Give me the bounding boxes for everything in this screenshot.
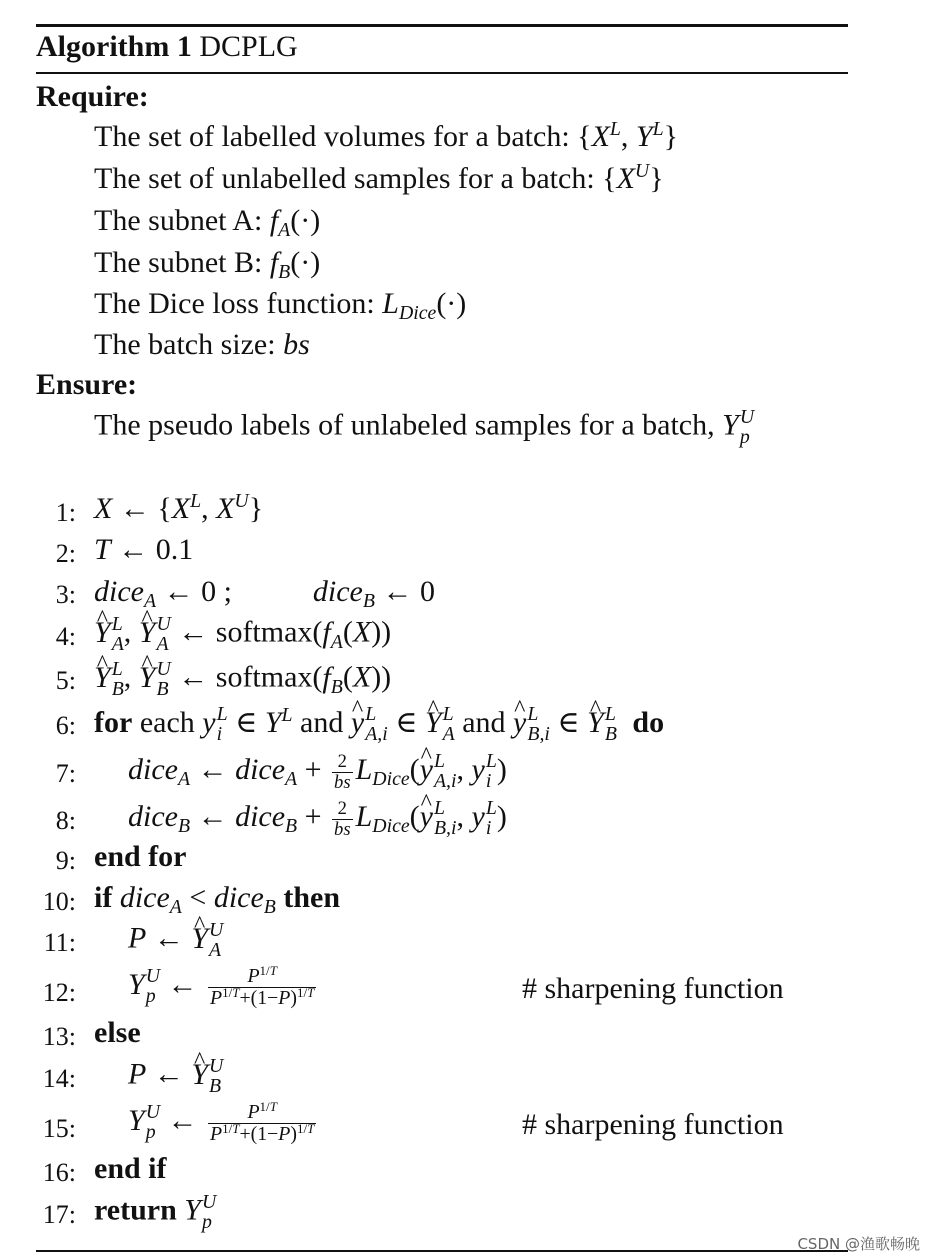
line-number: 1:	[55, 498, 76, 527]
sharpening-comment: # sharpening function	[522, 972, 784, 1005]
line-number: 10:	[42, 887, 76, 916]
algo-line-1: X ← {$X^L$, $X^U$}	[94, 490, 264, 525]
algo-line-7: dice$_A$ ← dice$_A$ + $\frac{2}{bs}$ $L_{Dice}(\^{}$ y L A,i , y L i )	[128, 752, 507, 792]
require-item-subnet-b: The subnet B: $f_B(\cdot)$	[94, 246, 321, 284]
line-number: 15:	[42, 1114, 76, 1143]
algo-line-8: dice$_B$ ← dice$_B$ + $\frac{2}{bs}$ $L_{Dice}(\^{}$ y L B,i , y L i )	[128, 799, 507, 839]
algo-line-5: ^ Y L B , ^ Y U B ← $softmax(f_B(X))$	[94, 660, 391, 700]
algo-line-13: else	[94, 1016, 141, 1049]
require-item-samples: The set of unlabelled samples for a batch: $\{X^U\}$	[94, 160, 664, 195]
algo-line-10: if dice$_A$ < dice$_B$ then	[94, 881, 341, 919]
ensure-item: The pseudo labels of unlabeled samples for a batch, Y U p	[94, 406, 755, 448]
require-item-dice-loss: The Dice loss function: $L_{Dice}(\cdot)$	[94, 287, 467, 325]
algo-line-2: T ← 0.1	[94, 533, 194, 566]
require-item-volumes: The set of labelled volumes for a batch: {$X^L$, $Y^L$}	[94, 118, 679, 153]
line-number: 16:	[42, 1158, 76, 1187]
line-number: 12:	[42, 978, 76, 1007]
algo-line-17: return Y U p	[94, 1191, 217, 1233]
require-heading: Require:	[36, 80, 149, 113]
algo-line-11: P ← ^ Y U A	[128, 921, 223, 961]
line-number: 6:	[55, 711, 76, 740]
algorithm-title	[36, 30, 298, 64]
require-item-batch-size: The batch size: bs	[94, 328, 310, 361]
line-number: 17:	[42, 1200, 76, 1229]
line-number: 8:	[55, 806, 76, 835]
algorithm-name: DCPLG	[199, 30, 298, 63]
algo-line-15: Y U p ← $\frac{P^{1/T}}{P^{1/T}+(1-P)^{1/T}}$	[128, 1098, 315, 1145]
require-item-subnet-a: The subnet A: $f_A(\cdot)$	[94, 204, 321, 242]
line-number: 4:	[55, 622, 76, 651]
line-number: 3:	[55, 580, 76, 609]
line-number: 9:	[55, 846, 76, 875]
ensure-heading: Ensure:	[36, 368, 138, 401]
watermark: CSDN @渔歌畅晚	[797, 1235, 920, 1253]
algo-line-9: end for	[94, 840, 187, 873]
algo-line-6: for each y L i ∈ $Y^L$ and ^ y L A,i ∈ ^ Y L A and ^ y L B,i ∈ ^ Y L B do	[94, 705, 664, 745]
algo-line-14: P ← ^ Y U B	[128, 1057, 223, 1097]
line-number: 7:	[55, 759, 76, 788]
algo-line-3: dice$_A$ ← 0 ; dice$_B$ ← 0	[94, 575, 435, 613]
line-number: 2:	[55, 539, 76, 568]
line-number: 11:	[43, 928, 76, 957]
line-number: 13:	[42, 1022, 76, 1051]
bottom-rule	[36, 1250, 848, 1252]
line-number: 14:	[42, 1064, 76, 1093]
line-number: 5:	[55, 666, 76, 695]
algo-line-16: end if	[94, 1152, 167, 1185]
algorithm-label: Algorithm 1	[36, 30, 192, 63]
algo-line-12: Y U p ← $\frac{P^{1/T}}{P^{1/T}+(1-P)^{1/T}}$	[128, 962, 315, 1009]
top-rule	[36, 24, 848, 27]
sharpening-comment: # sharpening function	[522, 1108, 784, 1141]
algo-line-4: ^ Y L A , ^ Y U A ← $softmax(f_A(X))$	[94, 615, 391, 655]
title-rule	[36, 72, 848, 74]
